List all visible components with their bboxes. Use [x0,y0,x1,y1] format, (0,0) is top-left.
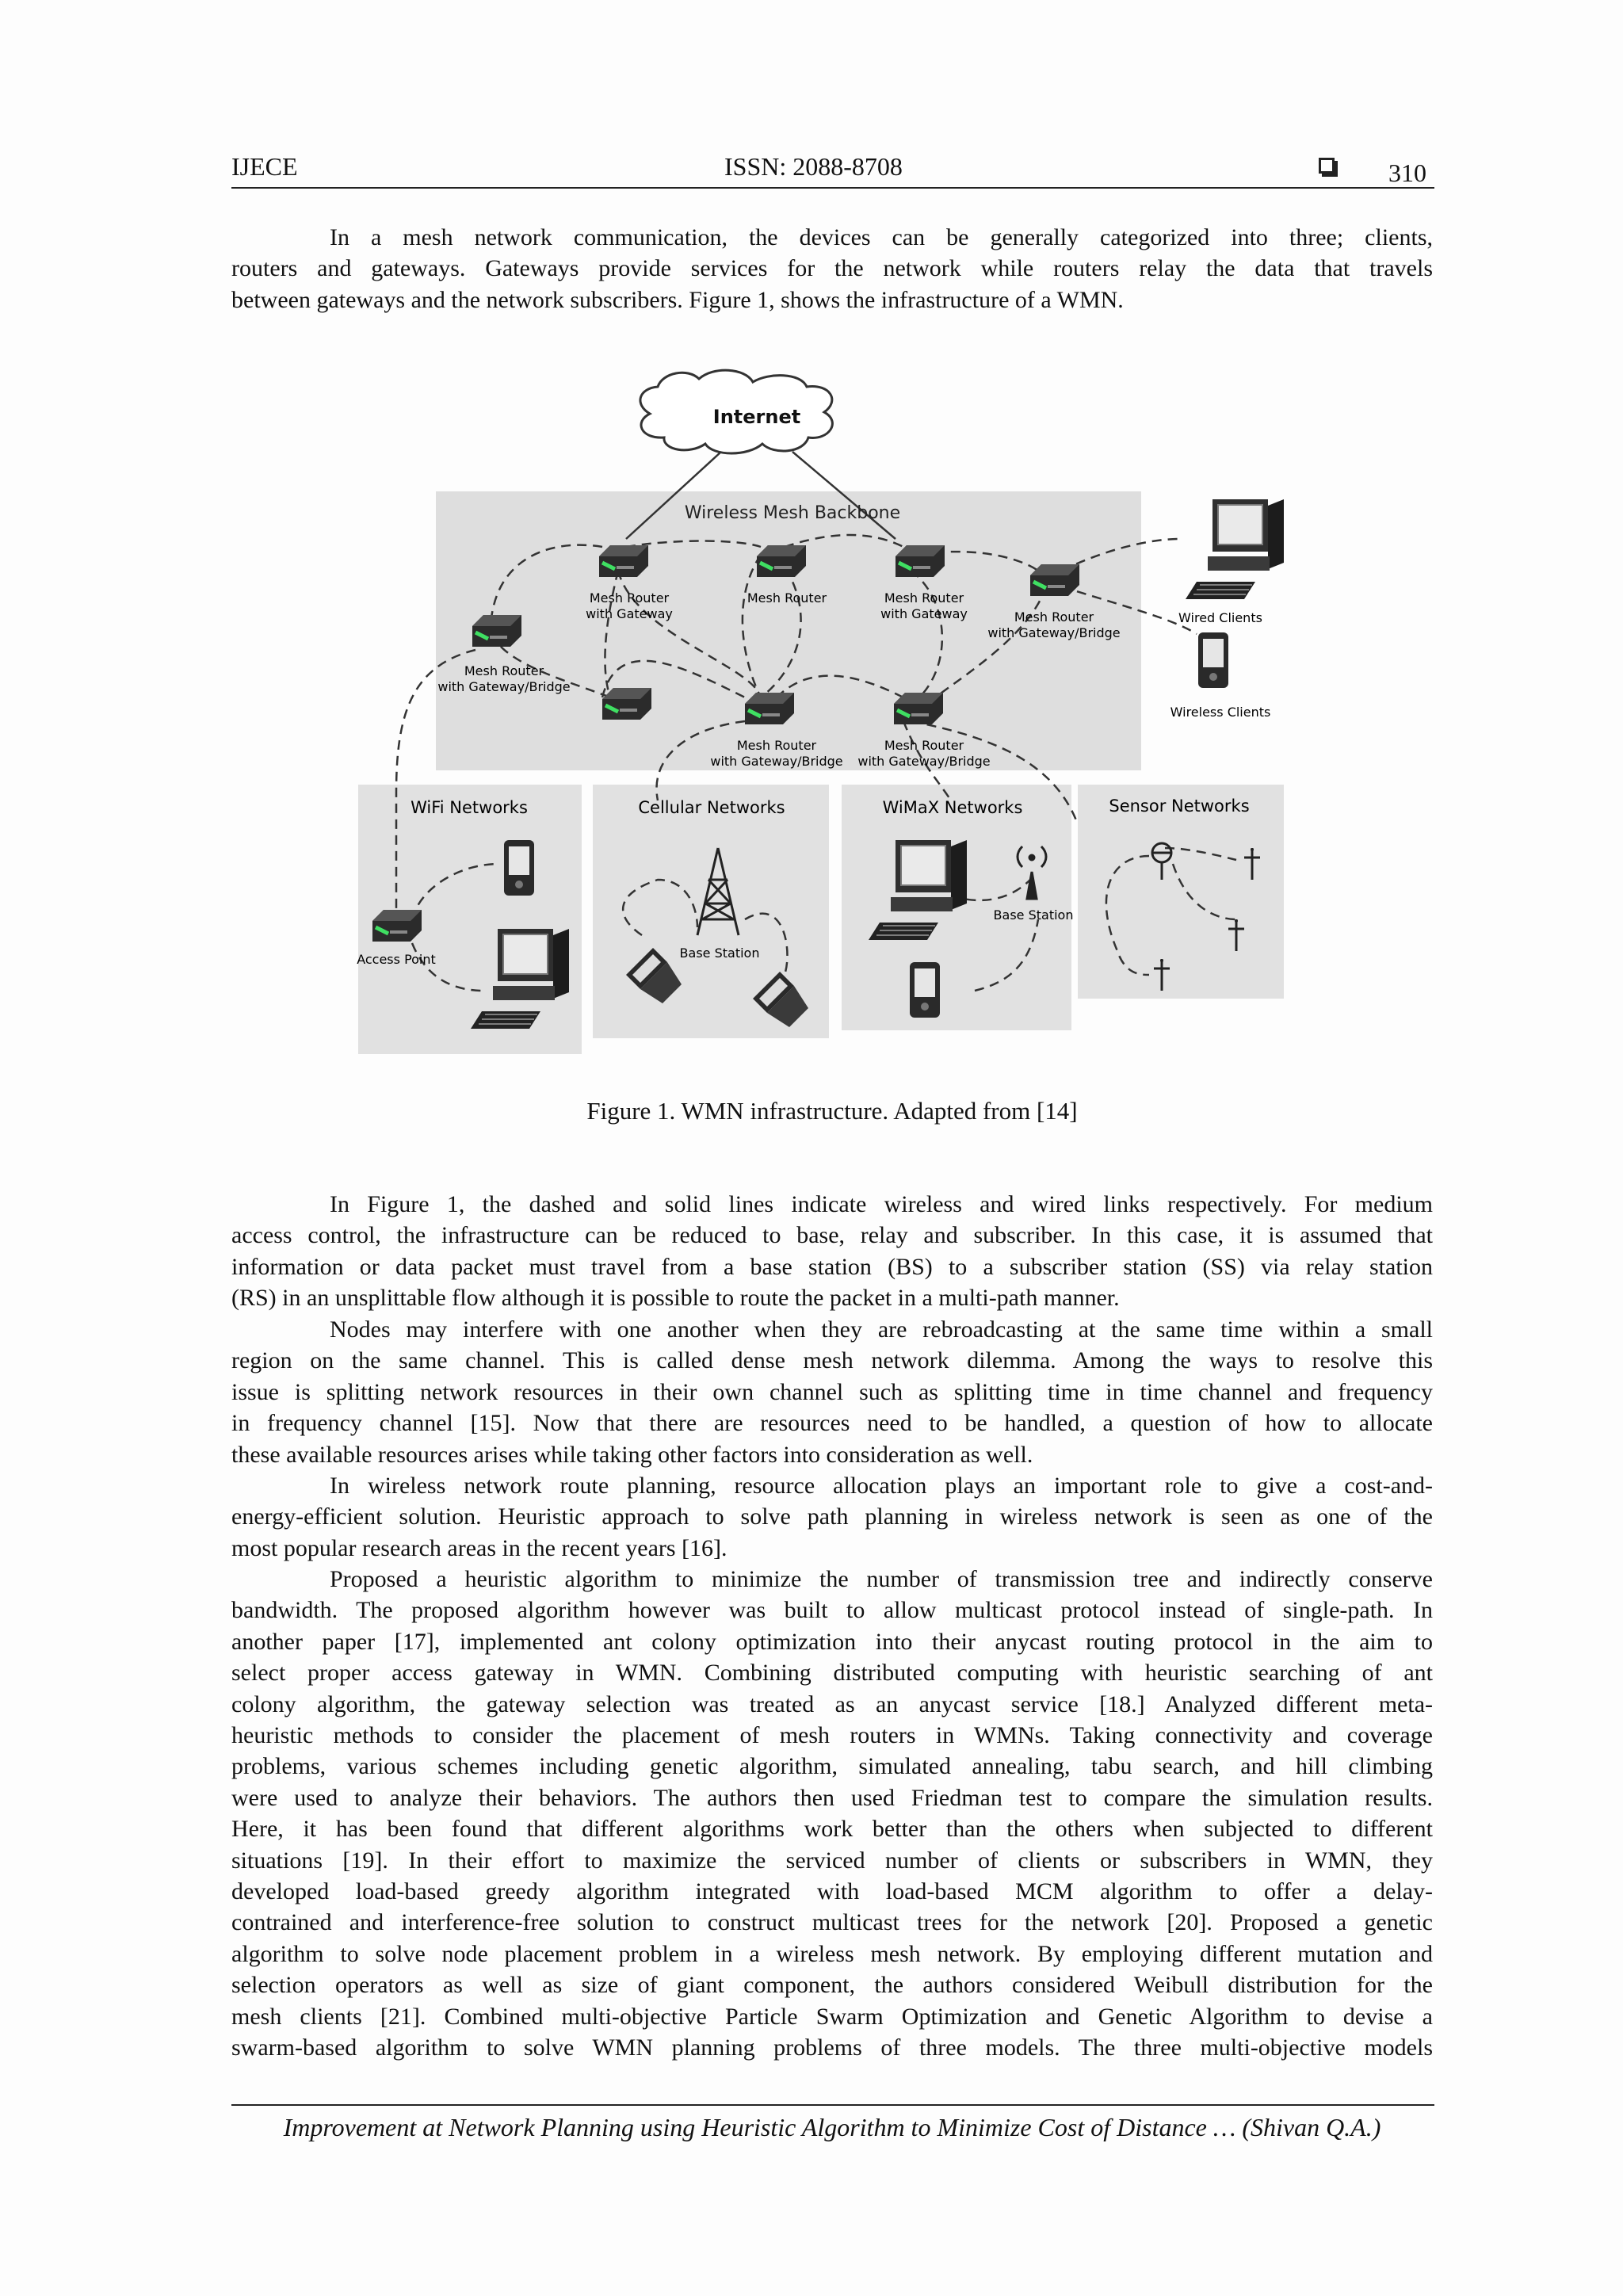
access-point-label: Access Point [357,952,436,967]
text-line: Proposed a heuristic algorithm to minimize the number of transmission tree and indirectly conserve [330,1566,1433,1592]
wired-clients-label: Wired Clients [1178,610,1262,625]
sensor-panel-title: Sensor Networks [1109,797,1250,816]
router-label: Mesh Router [589,590,670,606]
body-paragraph-1 [231,1189,1433,1314]
wired-client-computer-icon [1186,499,1284,599]
cellular-base-station-label: Base Station [679,946,760,961]
router-label: Mesh Router [884,590,964,606]
text-line: issue is splitting network resources in their own channel such as splitting time in time channel and frequency [231,1378,1433,1405]
router-r6 [602,688,651,720]
issn: ISSN: 2088-8708 [724,152,903,181]
wimax-pda-icon [910,962,940,1018]
backbone-title: Wireless Mesh Backbone [684,503,901,523]
page-number: 310 [1388,159,1426,187]
router-label: with Gateway [586,606,673,621]
text-line: problems, various schemes including genetic algorithm, simulated annealing, tabu search, and hill climbing [231,1753,1433,1780]
sensor-panel [1078,785,1284,999]
text-line: region on the same channel. This is called dense mesh network dilemma. Among the ways to resolve this [231,1347,1433,1374]
wireless-clients-label: Wireless Clients [1170,705,1271,720]
text-line: select proper access gateway in WMN. Combining distributed computing with heuristic searching of ant [231,1660,1433,1687]
text-line: In wireless network route planning, resource allocation plays an important role to give a cost-and- [330,1473,1433,1499]
text-line: In Figure 1, the dashed and solid lines indicate wireless and wired links respectively. For medium [330,1191,1433,1217]
wifi-pda-icon [504,840,534,896]
text-line: energy-efficient solution. Heuristic approach to solve path planning in wireless network is seen as one of the [231,1503,1433,1530]
router-label: with Gateway/Bridge [987,625,1121,640]
text-line: most popular research areas in the recent years [16]. [231,1534,727,1561]
internet-label: Internet [712,406,801,428]
internet-cloud [640,370,832,453]
text-line: selection operators as well as size of giant component, the authors considered Weibull distribution for the [231,1972,1433,1999]
router-label: Mesh Router [464,663,544,678]
text-line: situations [19]. In their effort to maximize the serviced number of clients or subscribers in WMN, they [231,1847,1433,1874]
text-line: access control, the infrastructure can be reduced to base, relay and subscriber. In this case, it is assumed that [231,1222,1433,1249]
body-paragraph-3 [231,1470,1433,1564]
wimax-base-station-label: Base Station [993,907,1074,923]
text-line: bandwidth. The proposed algorithm however was built to allow multicast protocol instead of single-path. In [231,1597,1433,1624]
router-label: Mesh Router [736,738,817,753]
text-line: colony algorithm, the gateway selection was treated as an anycast service [18.] Analyzed different meta- [231,1690,1433,1717]
text-line: these available resources arises while taking other factors into consideration as well. [231,1441,1033,1468]
text-line: algorithm to solve node placement problem in a wireless mesh network. By employing different mutation and [231,1940,1433,1967]
wifi-panel-title: WiFi Networks [411,798,528,817]
text-line: In a mesh network communication, the devices can be generally categorized into three; clients, [330,224,1433,250]
wireless-client-pda-icon [1198,632,1228,688]
text-line: information or data packet must travel from a base station (BS) to a subscriber station (SS) via relay station [231,1253,1433,1280]
router-label: Mesh Router [884,738,964,753]
access-point-router-icon [372,910,422,942]
router-label: with Gateway/Bridge [710,754,843,769]
router-label: with Gateway/Bridge [437,679,571,694]
text-line: (RS) in an unsplittable flow although it is possible to route the packet in a multi-path manner. [231,1285,1120,1312]
wmn-infrastructure-figure [0,0,1623,1078]
body-paragraph-4 [231,1564,1433,2064]
footer-rule [231,2104,1434,2106]
router-label: with Gateway [880,606,968,621]
text-line: Here, it has been found that different algorithms work better than the others when subjected to different [231,1816,1433,1843]
router-label: with Gateway/Bridge [857,754,991,769]
running-footer: Improvement at Network Planning using Heuristic Algorithm to Minimize Cost of Distance … (Shivan Q.A.) [283,2113,1381,2141]
wimax-panel-title: WiMaX Networks [882,798,1023,817]
journal-name: IJECE [231,152,298,181]
text-line: mesh clients [21]. Combined multi-objective Particle Swarm Optimization and Genetic Algorithm to devise a [231,2003,1433,2030]
text-line: in frequency channel [15]. Now that there are resources need to be handled, a question of how to allocate [231,1410,1433,1437]
text-line: Nodes may interfere with one another when they are rebroadcasting at the same time within a small [330,1316,1433,1343]
figure-caption: Figure 1. WMN infrastructure. Adapted from [14] [586,1097,1078,1125]
text-line: routers and gateways. Gateways provide services for the network while routers relay the data that travels [231,255,1433,282]
router-label: Mesh Router [747,590,827,606]
text-line: were used to analyze their behaviors. The authors then used Friedman test to compare the simulation results. [231,1784,1433,1811]
text-line: another paper [17], implemented ant colony optimization into their anycast routing protocol in the aim to [231,1628,1433,1655]
text-line: between gateways and the network subscribers. Figure 1, shows the infrastructure of a WMN. [231,286,1124,313]
text-line: developed load-based greedy algorithm integrated with load-based MCM algorithm to offer a delay- [231,1878,1433,1905]
text-line: swarm-based algorithm to solve WMN planning problems of three models. The three multi-objective models [231,2034,1433,2061]
text-line: contrained and interference-free solution to construct multicast trees for the network [20]. Proposed a genetic [231,1909,1433,1936]
body-paragraph-2 [231,1314,1433,1470]
router-label: Mesh Router [1014,609,1094,625]
text-line: heuristic methods to consider the placement of mesh routers in WMNs. Taking connectivity and coverage [231,1722,1433,1749]
cellular-panel-title: Cellular Networks [638,798,785,817]
